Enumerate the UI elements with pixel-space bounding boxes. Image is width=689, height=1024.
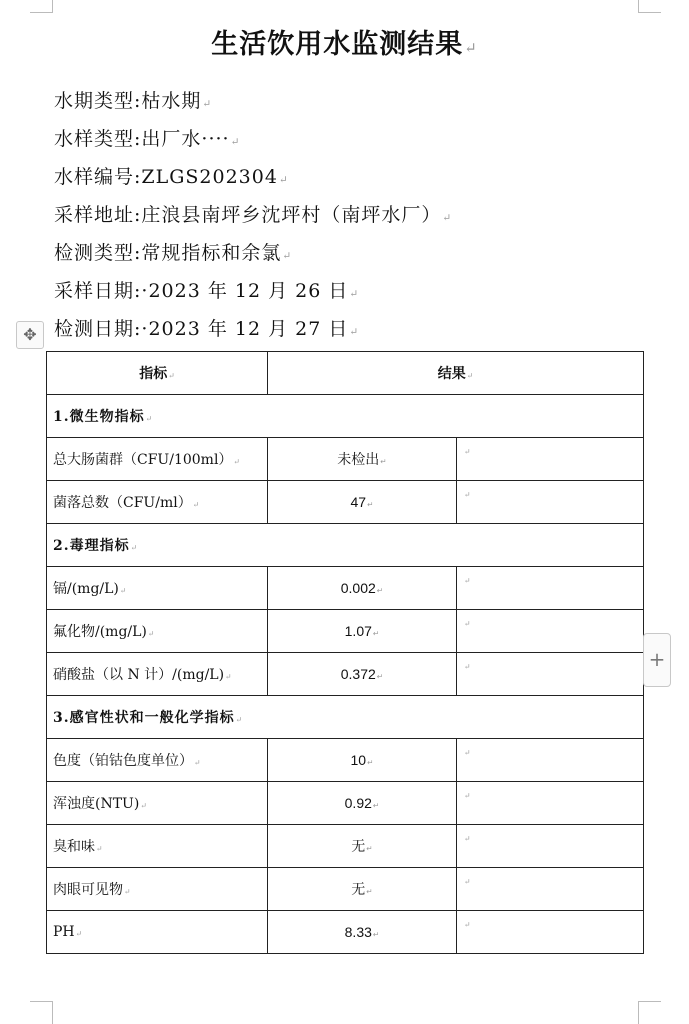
result-value: 0.002: [340, 580, 376, 596]
section-title-cell[interactable]: [47, 696, 644, 739]
meta-value: 常规指标和余氯: [141, 242, 282, 264]
cell-mark: ↵: [130, 543, 139, 552]
result-cell[interactable]: [268, 567, 457, 610]
cell-mark: ↵: [466, 371, 474, 380]
section-row: [47, 395, 644, 438]
meta-value: 枯水期: [141, 90, 202, 112]
meta-label: 检测类型:: [54, 242, 142, 264]
cell-mark: ↵: [124, 887, 131, 896]
paragraph-mark: ↵: [349, 326, 360, 338]
meta-row-sample-type: [54, 122, 452, 160]
empty-cell[interactable]: [457, 911, 644, 954]
meta-row-water-period: [54, 84, 452, 122]
meta-value: 出厂水····: [141, 128, 230, 150]
paragraph-mark: ↵: [349, 288, 360, 300]
result-value: 无: [351, 838, 366, 854]
cell-mark: ↵: [168, 371, 175, 380]
cell-mark: ↵: [233, 457, 240, 466]
cell-mark: ↵: [372, 629, 380, 638]
indicator-name: PH: [53, 924, 75, 940]
header-result[interactable]: [268, 352, 644, 395]
cell-mark: ↵: [96, 844, 103, 853]
paragraph-mark: ↵: [282, 250, 293, 262]
cell-mark: ↵: [366, 887, 373, 896]
add-row-button[interactable]: [643, 633, 671, 687]
indicator-name: 镉/(mg/L): [53, 581, 119, 597]
table-row: [47, 825, 644, 868]
table-row: [47, 782, 644, 825]
empty-cell[interactable]: [457, 610, 644, 653]
indicator-name: 臭和味: [53, 839, 95, 855]
meta-label: 水样类型:: [54, 128, 142, 150]
indicator-cell[interactable]: [47, 739, 268, 782]
paragraph-mark: ↵: [464, 39, 478, 57]
cell-mark: ↵: [119, 586, 127, 595]
result-cell[interactable]: [268, 825, 457, 868]
indicator-cell[interactable]: [47, 567, 268, 610]
cell-mark: ↵: [376, 586, 384, 595]
table-move-handle[interactable]: [16, 321, 44, 349]
cell-mark: ↵: [225, 672, 232, 681]
cell-mark: ↵: [367, 500, 374, 509]
table-row: [47, 481, 644, 524]
indicator-name: 浑浊度(NTU): [53, 796, 140, 812]
indicator-cell[interactable]: [47, 911, 268, 954]
meta-label: 水样编号:: [54, 166, 142, 188]
indicator-cell[interactable]: [47, 481, 268, 524]
result-cell[interactable]: [268, 653, 457, 696]
cell-mark: ↵: [464, 619, 471, 628]
result-value: 0.372: [340, 666, 376, 682]
meta-row-sample-id: [54, 160, 452, 198]
results-table: [46, 351, 644, 954]
empty-cell[interactable]: [457, 782, 644, 825]
cell-mark: ↵: [464, 834, 471, 843]
page-corner-mark: [30, 0, 53, 13]
result-cell[interactable]: [268, 782, 457, 825]
page-corner-mark: [30, 1001, 53, 1024]
cell-mark: ↵: [235, 715, 244, 724]
section-row: [47, 524, 644, 567]
cell-mark: ↵: [367, 758, 374, 767]
plus-icon: +: [648, 647, 666, 671]
table-row: [47, 438, 644, 481]
cell-mark: ↵: [75, 929, 83, 938]
section-title-cell[interactable]: [47, 395, 644, 438]
meta-row-sampling-date: [54, 274, 452, 312]
indicator-name: 菌落总数（CFU/ml）: [53, 495, 192, 511]
table-row: [47, 610, 644, 653]
document-title: [0, 22, 689, 61]
cell-mark: ↵: [464, 662, 471, 671]
title-text: 生活饮用水监测结果: [211, 29, 464, 60]
section-title: 1.微生物指标: [53, 409, 145, 425]
page-corner-mark: [638, 0, 661, 13]
cell-mark: ↵: [194, 758, 201, 767]
cell-mark: ↵: [464, 490, 471, 499]
paragraph-mark: ↵: [442, 212, 453, 224]
meta-label: 水期类型:: [54, 90, 142, 112]
indicator-name: 氟化物/(mg/L): [53, 624, 147, 640]
paragraph-mark: ↵: [230, 136, 241, 148]
page-corner-mark: [638, 1001, 661, 1024]
meta-row-test-type: [54, 236, 452, 274]
result-cell[interactable]: [268, 911, 457, 954]
cell-mark: ↵: [464, 791, 471, 800]
meta-value: ZLGS202304: [141, 166, 278, 188]
cell-mark: ↵: [147, 629, 155, 638]
result-value: 47: [350, 494, 367, 510]
result-cell[interactable]: [268, 438, 457, 481]
meta-label: 采样日期:: [54, 280, 142, 302]
cell-mark: ↵: [366, 844, 373, 853]
cell-mark: ↵: [464, 748, 471, 757]
cell-mark: ↵: [192, 500, 200, 509]
cell-mark: ↵: [140, 801, 147, 810]
result-cell[interactable]: [268, 739, 457, 782]
header-indicator-text: 指标: [139, 366, 168, 382]
meta-row-sampling-address: [54, 198, 452, 236]
result-value: 10: [350, 752, 367, 768]
meta-label: 采样地址:: [54, 204, 142, 226]
cell-mark: ↵: [464, 920, 471, 929]
result-value: 0.92: [344, 795, 372, 811]
paragraph-mark: ↵: [202, 98, 213, 110]
indicator-cell[interactable]: [47, 868, 268, 911]
meta-value: ·2023 年 12 月 26 日: [141, 280, 349, 302]
cell-mark: ↵: [380, 457, 387, 466]
table-row: [47, 567, 644, 610]
table-row: [47, 868, 644, 911]
indicator-name: 硝酸盐（以 N 计）/(mg/L): [53, 667, 225, 683]
header-indicator[interactable]: [47, 352, 268, 395]
result-value: 1.07: [344, 623, 372, 639]
table-row: [47, 911, 644, 954]
indicator-cell[interactable]: [47, 653, 268, 696]
empty-cell[interactable]: [457, 739, 644, 782]
table-row: [47, 653, 644, 696]
paragraph-mark: ↵: [278, 174, 289, 186]
section-row: [47, 696, 644, 739]
result-value: 未检出: [337, 451, 380, 467]
indicator-name: 总大肠菌群（CFU/100ml）: [53, 452, 233, 468]
empty-cell[interactable]: [457, 868, 644, 911]
result-cell[interactable]: [268, 868, 457, 911]
indicator-name: 肉眼可见物: [53, 882, 123, 898]
header-result-text: 结果: [437, 366, 466, 382]
empty-cell[interactable]: [457, 653, 644, 696]
result-cell[interactable]: [268, 610, 457, 653]
cell-mark: ↵: [464, 877, 471, 886]
cell-mark: ↵: [376, 672, 384, 681]
section-title: 3.感官性状和一般化学指标: [53, 710, 235, 726]
section-title-cell[interactable]: [47, 524, 644, 567]
meta-label: 检测日期:: [54, 318, 142, 340]
cell-mark: ↵: [464, 576, 471, 585]
result-value: 无: [351, 881, 366, 897]
table-row: [47, 739, 644, 782]
empty-cell[interactable]: [457, 438, 644, 481]
empty-cell[interactable]: [457, 481, 644, 524]
meta-value: 庄浪县南坪乡沈坪村（南坪水厂）: [141, 204, 442, 226]
empty-cell[interactable]: [457, 567, 644, 610]
indicator-cell[interactable]: [47, 438, 268, 481]
empty-cell[interactable]: [457, 825, 644, 868]
table-header-row: [47, 352, 644, 395]
indicator-cell[interactable]: [47, 610, 268, 653]
meta-value: ·2023 年 12 月 27 日: [141, 318, 349, 340]
indicator-cell[interactable]: [47, 825, 268, 868]
cell-mark: ↵: [372, 930, 380, 939]
sample-info: [54, 84, 452, 350]
result-value: 8.33: [344, 924, 372, 940]
cell-mark: ↵: [145, 414, 154, 423]
cell-mark: ↵: [464, 447, 471, 456]
section-title: 2.毒理指标: [53, 538, 130, 554]
meta-row-test-date: [54, 312, 452, 350]
indicator-name: 色度（铂钴色度单位）: [53, 753, 193, 769]
result-cell[interactable]: [268, 481, 457, 524]
indicator-cell[interactable]: [47, 782, 268, 825]
cell-mark: ↵: [372, 801, 380, 810]
move-icon: ✥: [23, 325, 37, 344]
